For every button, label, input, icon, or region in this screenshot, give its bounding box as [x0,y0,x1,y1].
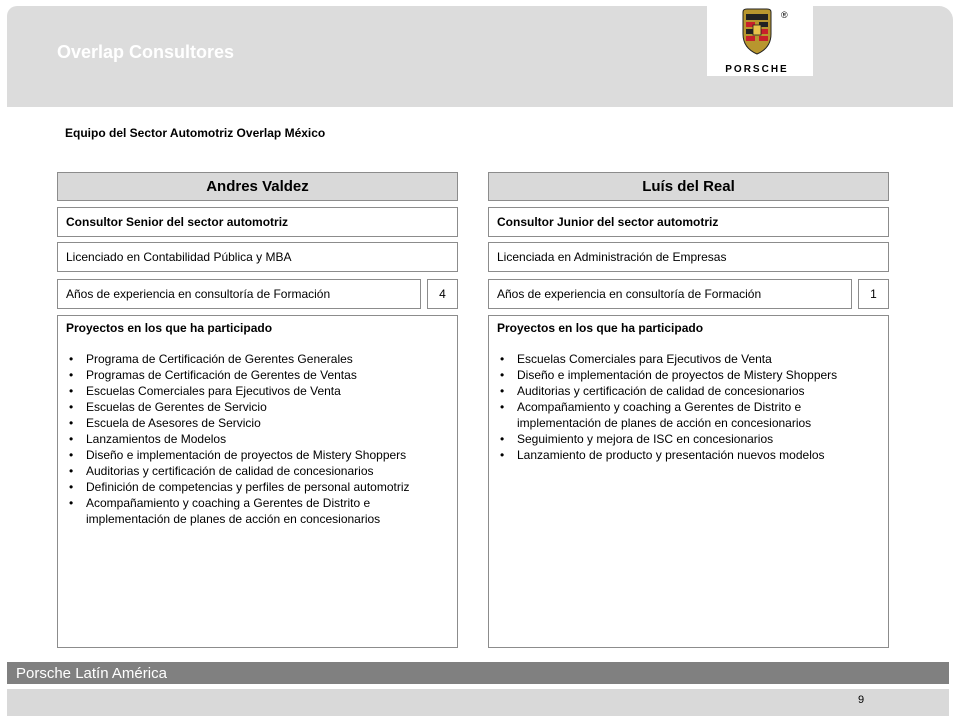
porsche-logo [707,6,813,76]
section-subtitle: Equipo del Sector Automotriz Overlap México [65,126,326,140]
consultant-name-andres: Andres Valdez [57,172,458,201]
consultant-degree: Licenciada en Administración de Empresas [488,242,889,272]
projects-title: Proyectos en los que ha participado [66,321,273,335]
experience-label: Años de experiencia en consultoría de Formación [488,279,852,309]
footer-band [7,662,949,684]
consultant-role: Consultor Junior del sector automotriz [488,207,889,237]
list-item: • Lanzamientos de Modelos [69,432,227,446]
list-item: • Escuelas Comerciales para Ejecutivos de Venta [500,352,772,366]
porsche-crest-icon [707,6,813,76]
projects-panel-andres [57,315,458,648]
projects-title: Proyectos en los que ha participado [497,321,704,335]
experience-label: Años de experiencia en consultoría de Formación [57,279,421,309]
svg-text:PORSCHE: PORSCHE [725,64,789,75]
list-item: • Lanzamiento de producto y presentación nuevos modelos [500,448,825,462]
page-number: 9 [858,694,865,706]
list-item: • Programa de Certificación de Gerentes Generales [69,352,353,366]
list-item: • Escuela de Asesores de Servicio [69,416,261,430]
footer-label: Porsche Latín América [16,665,167,682]
projects-panel-luis [488,315,889,648]
footer-bottom-band [7,689,949,716]
svg-text:®: ® [781,10,788,20]
list-item: • Acompañamiento y coaching a Gerentes de Distrito e implementación de planes de acción en concesionarios [500,400,812,430]
consultant-name-luis: Luís del Real [488,172,889,201]
projects-list [66,351,449,527]
slide-title: Overlap Consultores [57,42,235,62]
experience-years: 1 [858,279,889,309]
list-item: • Definición de competencias y perfiles de personal automotriz [69,480,410,494]
experience-years: 4 [427,279,458,309]
list-item: • Escuelas de Gerentes de Servicio [69,400,267,414]
list-item: • Auditorias y certificación de calidad de concesionarios [500,384,805,398]
list-item: • Seguimiento y mejora de ISC en concesionarios [500,432,774,446]
list-item: • Acompañamiento y coaching a Gerentes de Distrito e implementación de planes de acción en concesionarios [69,496,381,526]
list-item: • Escuelas Comerciales para Ejecutivos de Venta [69,384,341,398]
list-item: • Programas de Certificación de Gerentes de Ventas [69,368,357,382]
list-item: • Diseño e implementación de proyectos de Mistery Shoppers [69,448,407,462]
consultant-role: Consultor Senior del sector automotriz [57,207,458,237]
projects-list [497,351,880,463]
consultant-degree: Licenciado en Contabilidad Pública y MBA [57,242,458,272]
list-item: • Auditorias y certificación de calidad de concesionarios [69,464,374,478]
list-item: • Diseño e implementación de proyectos de Mistery Shoppers [500,368,838,382]
